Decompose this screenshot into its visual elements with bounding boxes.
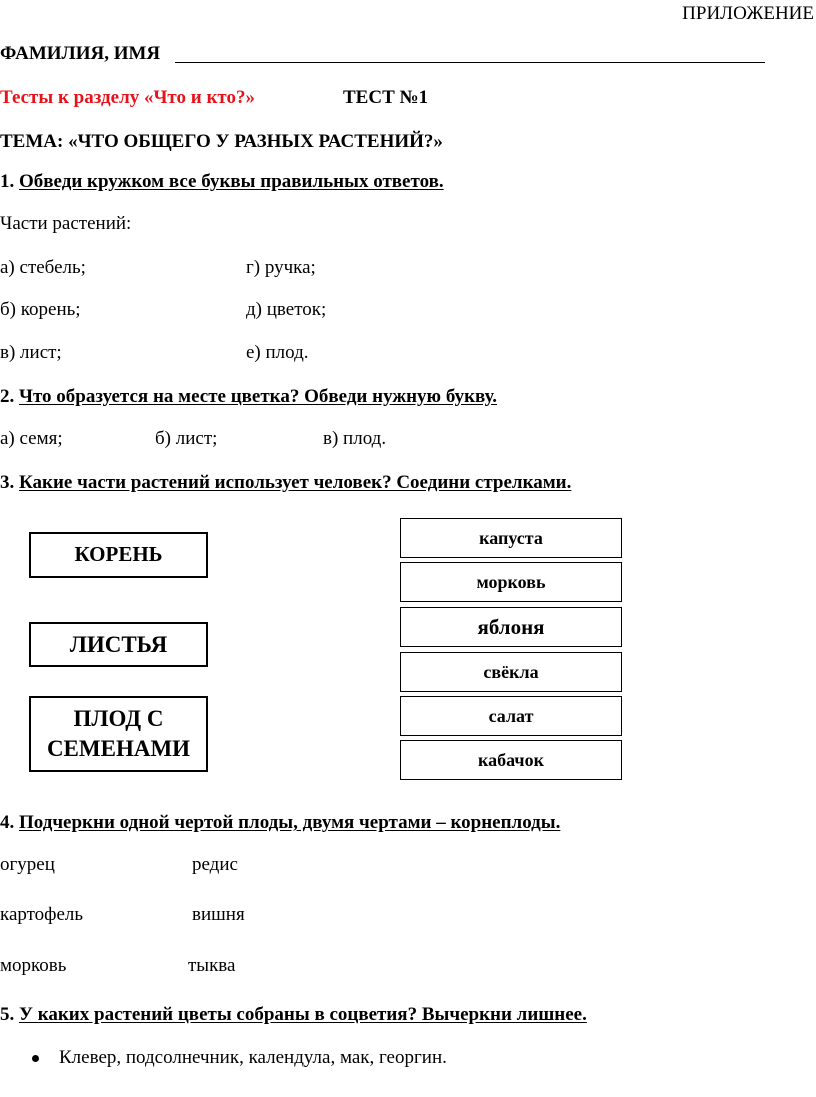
plant-label-lettuce: салат <box>488 705 534 726</box>
q4-word-pumpkin[interactable]: тыква <box>188 955 236 976</box>
plant-label-apple-tree: яблоня <box>477 614 545 639</box>
plant-box-zucchini[interactable] <box>400 740 622 780</box>
q5-text: У каких растений цветы собраны в соцветия? Вычеркни лишнее. <box>19 1004 587 1025</box>
q4-heading <box>0 812 560 834</box>
q3-text: Какие части растений использует человек? Соедини стрелками. <box>19 472 572 493</box>
q2-option-b[interactable]: б) лист; <box>155 428 218 449</box>
q3-heading <box>0 472 571 494</box>
q4-number: 4. <box>0 812 15 833</box>
q3-number: 3. <box>0 472 15 493</box>
q1-number: 1. <box>0 171 15 192</box>
topic-title: ТЕМА: «ЧТО ОБЩЕГО У РАЗНЫХ РАСТЕНИЙ?» <box>0 131 443 152</box>
part-box-leaves[interactable] <box>29 622 208 667</box>
q1-option-e[interactable]: е) плод. <box>246 342 309 363</box>
section-title: Тесты к разделу «Что и кто?» <box>0 87 255 108</box>
q5-heading <box>0 1004 587 1026</box>
q5-item[interactable]: Клевер, подсолнечник, календула, мак, георгин. <box>59 1047 447 1068</box>
plant-box-lettuce[interactable] <box>400 696 622 736</box>
q2-heading <box>0 386 497 408</box>
q4-word-cucumber[interactable]: огурец <box>0 854 55 875</box>
test-number: ТЕСТ №1 <box>343 87 429 108</box>
student-name-line[interactable] <box>175 62 765 63</box>
plant-box-carrot[interactable] <box>400 562 622 602</box>
q1-option-g[interactable]: г) ручка; <box>246 257 316 278</box>
plant-box-beet[interactable] <box>400 652 622 692</box>
plant-box-apple-tree[interactable] <box>400 607 622 647</box>
q4-word-potato[interactable]: картофель <box>0 904 84 925</box>
q4-text: Подчеркни одной чертой плоды, двумя чертами – корнеплоды. <box>19 812 561 833</box>
plant-label-zucchini: кабачок <box>478 749 544 770</box>
q1-option-v[interactable]: в) лист; <box>0 342 62 363</box>
q2-option-a[interactable]: а) семя; <box>0 428 63 449</box>
part-label-root: КОРЕНЬ <box>74 542 163 567</box>
q1-text: Обведи кружком все буквы правильных ответов. <box>19 171 444 192</box>
q4-word-carrot[interactable]: морковь <box>0 955 67 976</box>
part-label-fruit: ПЛОД С СЕМЕНАМИ <box>46 706 191 761</box>
student-name-label: ФАМИЛИЯ, ИМЯ <box>0 43 161 64</box>
plant-box-cabbage[interactable] <box>400 518 622 558</box>
plant-label-beet: свёкла <box>483 661 539 682</box>
q1-heading <box>0 171 444 193</box>
q5-number: 5. <box>0 1004 15 1025</box>
q1-intro: Части растений: <box>0 213 132 234</box>
plant-label-carrot: морковь <box>476 571 546 592</box>
q1-option-b[interactable]: б) корень; <box>0 299 81 320</box>
q1-option-d[interactable]: д) цветок; <box>246 299 327 320</box>
q2-option-v[interactable]: в) плод. <box>323 428 387 449</box>
part-label-leaves: ЛИСТЬЯ <box>69 631 168 657</box>
q2-text: Что образуется на месте цветка? Обведи нужную букву. <box>19 386 497 407</box>
part-box-root[interactable] <box>29 532 208 578</box>
bullet-icon <box>32 1055 39 1062</box>
q4-word-radish[interactable]: редис <box>192 854 238 875</box>
part-box-fruit[interactable] <box>29 696 208 772</box>
q1-option-a[interactable]: а) стебель; <box>0 257 86 278</box>
plant-label-cabbage: капуста <box>479 527 543 548</box>
q4-word-cherry[interactable]: вишня <box>192 904 245 925</box>
q2-number: 2. <box>0 386 15 407</box>
appendix-label: ПРИЛОЖЕНИЕ <box>682 3 814 24</box>
